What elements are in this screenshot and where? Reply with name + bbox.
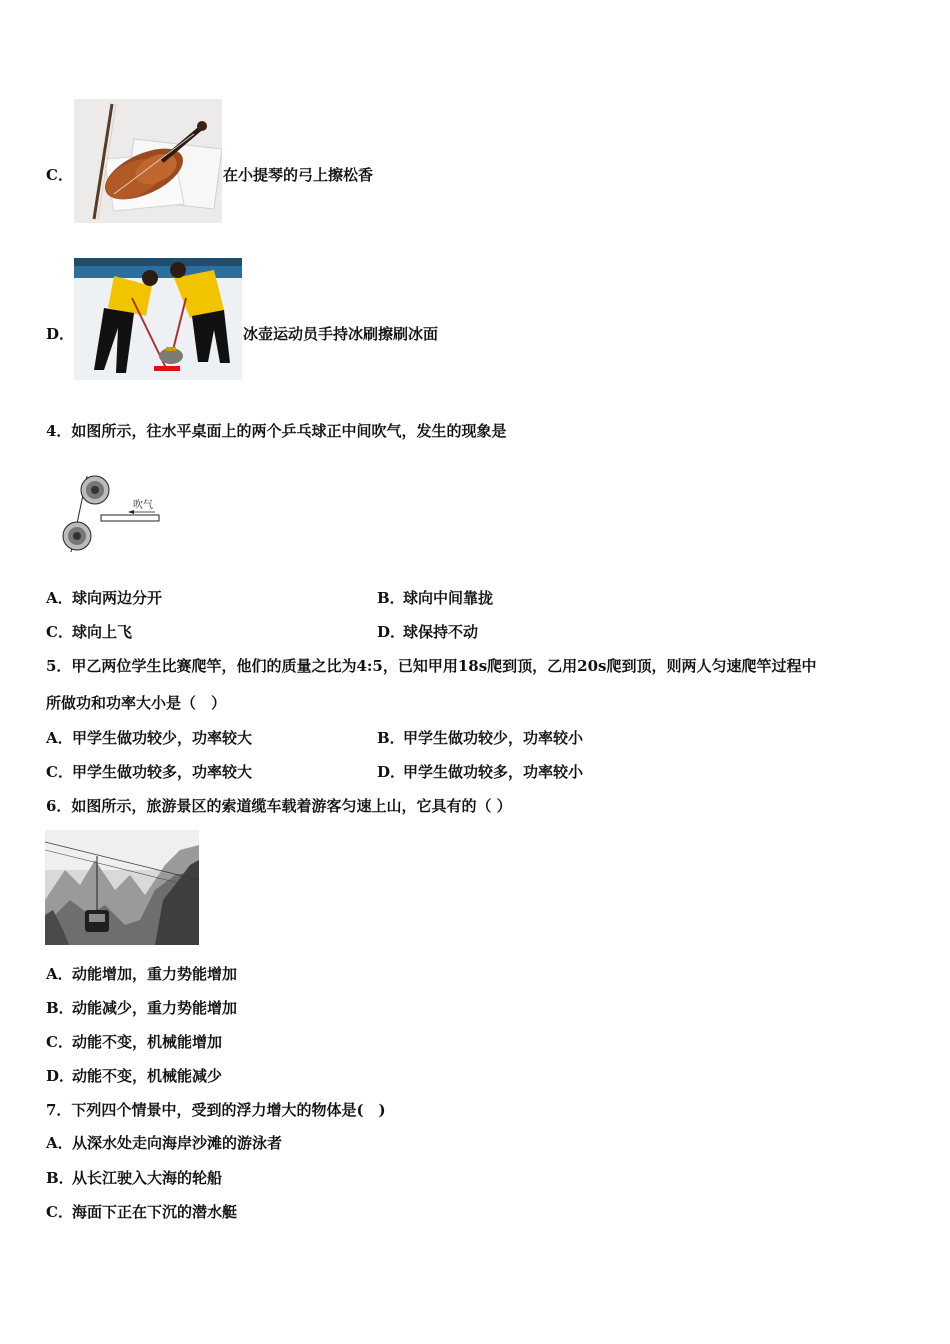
q7-stem: 7．下列四个情景中，受到的浮力增大的物体是( ) (46, 1101, 386, 1119)
q3-option-c (46, 164, 73, 185)
q4-option-b: B．球向中间靠拢 (377, 589, 494, 607)
q5-option-d: D．甲学生做功较多，功率较小 (377, 763, 584, 781)
cable-car-photo (45, 830, 199, 945)
q7-option-a: A．从深水处走向海岸沙滩的游泳者 (46, 1134, 283, 1152)
q4-stem: 4．如图所示，往水平桌面上的两个乒乓球正中间吹气，发生的现象是 (46, 422, 507, 440)
q7-option-b: B．从长江驶入大海的轮船 (46, 1169, 223, 1187)
q4-option-d: D．球保持不动 (377, 623, 479, 641)
curling-photo (74, 258, 242, 380)
ping-pong-diagram (55, 472, 165, 554)
violin-photo (74, 99, 222, 223)
q5-stem-line1: 5．甲乙两位学生比赛爬竿，他们的质量之比为4:5，已知甲用18s爬到顶，乙用20s爬到顶，则两人匀速爬竿过程中 (46, 657, 817, 675)
q5-option-b: B．甲学生做功较少，功率较小 (377, 729, 584, 747)
q5-stem-line2: 所做功和功率大小是（ ） (46, 694, 227, 712)
q6-option-c: C．动能不变，机械能增加 (46, 1033, 223, 1051)
q5-option-a: A．甲学生做功较少，功率较大 (46, 729, 253, 747)
q6-option-d: D．动能不变，机械能减少 (46, 1067, 223, 1085)
q5-option-c: C．甲学生做功较多，功率较大 (46, 763, 253, 781)
option-label: D． (46, 325, 75, 343)
q4-option-a: A．球向两边分开 (46, 589, 163, 607)
q3-option-d-text: 冰壶运动员手持冰刷擦刷冰面 (243, 325, 439, 343)
q6-stem: 6．如图所示，旅游景区的索道缆车载着游客匀速上山，它具有的（ ） (46, 797, 512, 815)
q6-option-a: A．动能增加，重力势能增加 (46, 965, 238, 983)
q6-option-b: B．动能减少，重力势能增加 (46, 999, 238, 1017)
q3-option-c-text: 在小提琴的弓上擦松香 (223, 166, 374, 184)
q4-option-c: C．球向上飞 (46, 623, 133, 641)
q3-option-d (46, 323, 74, 344)
option-label: C． (46, 166, 73, 184)
q7-option-c: C．海面下正在下沉的潜水艇 (46, 1203, 238, 1221)
blow-air-label: 吹气 (133, 500, 153, 511)
